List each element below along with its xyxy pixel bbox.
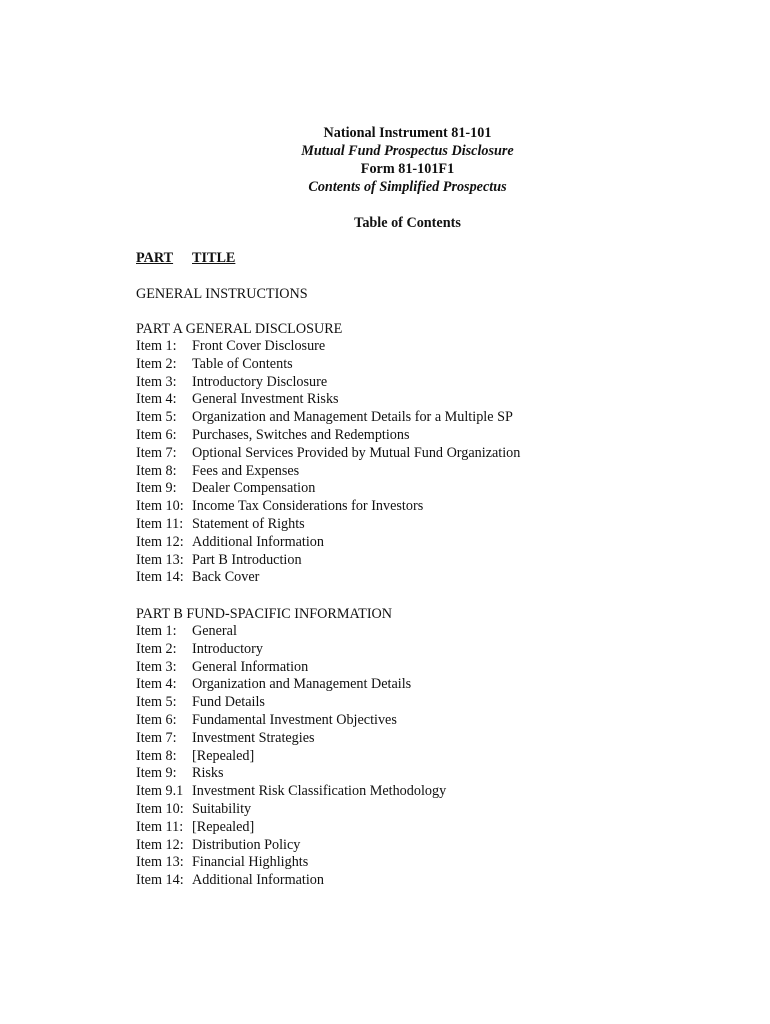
toc-item	[136, 659, 736, 677]
part-a-heading: PART A GENERAL DISCLOSURE	[136, 321, 343, 337]
item-number: Item 13:	[136, 854, 184, 871]
column-header-part: PART	[136, 250, 174, 266]
toc-item	[136, 712, 736, 730]
part-b-heading: PART B FUND-SPACIFIC INFORMATION	[136, 606, 393, 622]
item-number: Item 9:	[136, 480, 177, 497]
item-title: Fees and Expenses	[192, 462, 300, 479]
toc-item	[136, 534, 736, 552]
toc-item	[136, 641, 736, 659]
instrument-title: National Instrument 81-101	[323, 125, 492, 141]
item-title: Part B Introduction	[192, 551, 302, 568]
toc-item	[136, 676, 736, 694]
toc-item	[136, 748, 736, 766]
toc-item	[136, 783, 736, 801]
toc-item	[136, 463, 736, 481]
toc-item	[136, 480, 736, 498]
item-number: Item 8:	[136, 462, 177, 479]
item-title: Investment Risk Classification Methodology	[192, 783, 447, 800]
item-number: Item 9:	[136, 765, 177, 782]
item-number: Item 11:	[136, 515, 184, 532]
item-title: Investment Strategies	[192, 729, 315, 746]
item-number: Item 12:	[136, 836, 184, 853]
item-title: General	[192, 623, 237, 639]
item-number: Item 10:	[136, 800, 184, 817]
toc-item	[136, 819, 736, 837]
item-number: Item 14:	[136, 872, 184, 889]
item-title: Income Tax Considerations for Investors	[192, 498, 424, 515]
part-b-section	[136, 605, 736, 890]
item-title: Suitability	[192, 800, 252, 817]
form-number: Form 81-101F1	[360, 161, 455, 177]
toc-item	[136, 623, 736, 641]
column-header-title: TITLE	[192, 250, 236, 266]
item-number: Item 2:	[136, 355, 177, 372]
item-title: Optional Services Provided by Mutual Fund Organization	[192, 444, 521, 461]
item-number: Item 4:	[136, 676, 177, 693]
item-title: Fund Details	[192, 694, 265, 711]
instrument-subtitle: Mutual Fund Prospectus Disclosure	[301, 143, 514, 159]
item-title: Financial Highlights	[192, 854, 309, 871]
toc-heading: Table of Contents	[354, 215, 461, 231]
item-title: Statement of Rights	[192, 515, 305, 532]
toc-item	[136, 338, 736, 356]
toc-item	[136, 801, 736, 819]
item-number: Item 7:	[136, 729, 177, 746]
toc-item	[136, 374, 736, 392]
item-number: Item 2:	[136, 640, 177, 657]
item-title: Fundamental Investment Objectives	[192, 711, 397, 728]
item-title: Front Cover Disclosure	[192, 338, 326, 354]
item-number: Item 14:	[136, 569, 184, 586]
toc-item	[136, 356, 736, 374]
item-title: General Information	[192, 658, 309, 675]
toc-item	[136, 730, 736, 748]
document-header	[0, 124, 770, 196]
item-title: Purchases, Switches and Redemptions	[192, 426, 410, 443]
item-number: Item 6:	[136, 711, 177, 728]
toc-item	[136, 427, 736, 445]
item-title: Additional Information	[192, 872, 324, 889]
item-number: Item 1:	[136, 623, 177, 639]
item-title: General Investment Risks	[192, 391, 339, 408]
item-number: Item 4:	[136, 391, 177, 408]
item-number: Item 9.1	[136, 783, 184, 800]
toc-item	[136, 409, 736, 427]
item-number: Item 13:	[136, 551, 184, 568]
form-subtitle: Contents of Simplified Prospectus	[308, 179, 507, 195]
item-number: Item 3:	[136, 658, 177, 675]
item-number: Item 7:	[136, 444, 177, 461]
item-title: Table of Contents	[192, 355, 293, 372]
item-title: Risks	[192, 765, 224, 782]
toc-item	[136, 569, 736, 587]
item-title: Organization and Management Details for a Multiple SP	[192, 409, 513, 426]
item-title: Additional Information	[192, 533, 324, 550]
toc-item	[136, 445, 736, 463]
item-number: Item 5:	[136, 409, 177, 426]
item-title: [Repealed]	[192, 818, 255, 835]
toc-item	[136, 516, 736, 534]
item-title: Organization and Management Details	[192, 676, 412, 693]
item-number: Item 10:	[136, 498, 184, 515]
item-number: Item 3:	[136, 373, 177, 390]
item-title: Distribution Policy	[192, 836, 301, 853]
toc-item	[136, 694, 736, 712]
item-title: Back Cover	[192, 569, 260, 586]
item-title: Introductory Disclosure	[192, 373, 328, 390]
toc-item	[136, 765, 736, 783]
item-number: Item 6:	[136, 426, 177, 443]
item-number: Item 12:	[136, 533, 184, 550]
toc-item	[136, 837, 736, 855]
toc-item	[136, 498, 736, 516]
toc-item	[136, 872, 736, 890]
item-title: [Repealed]	[192, 747, 255, 764]
toc-item	[136, 391, 736, 409]
item-number: Item 8:	[136, 747, 177, 764]
part-a-section	[136, 320, 736, 587]
item-title: Dealer Compensation	[192, 480, 316, 497]
item-title: Introductory	[192, 640, 263, 657]
toc-item	[136, 854, 736, 872]
item-number: Item 5:	[136, 694, 177, 711]
general-instructions-entry: GENERAL INSTRUCTIONS	[136, 286, 308, 302]
toc-item	[136, 552, 736, 570]
item-number: Item 11:	[136, 818, 184, 835]
item-number: Item 1:	[136, 338, 177, 354]
